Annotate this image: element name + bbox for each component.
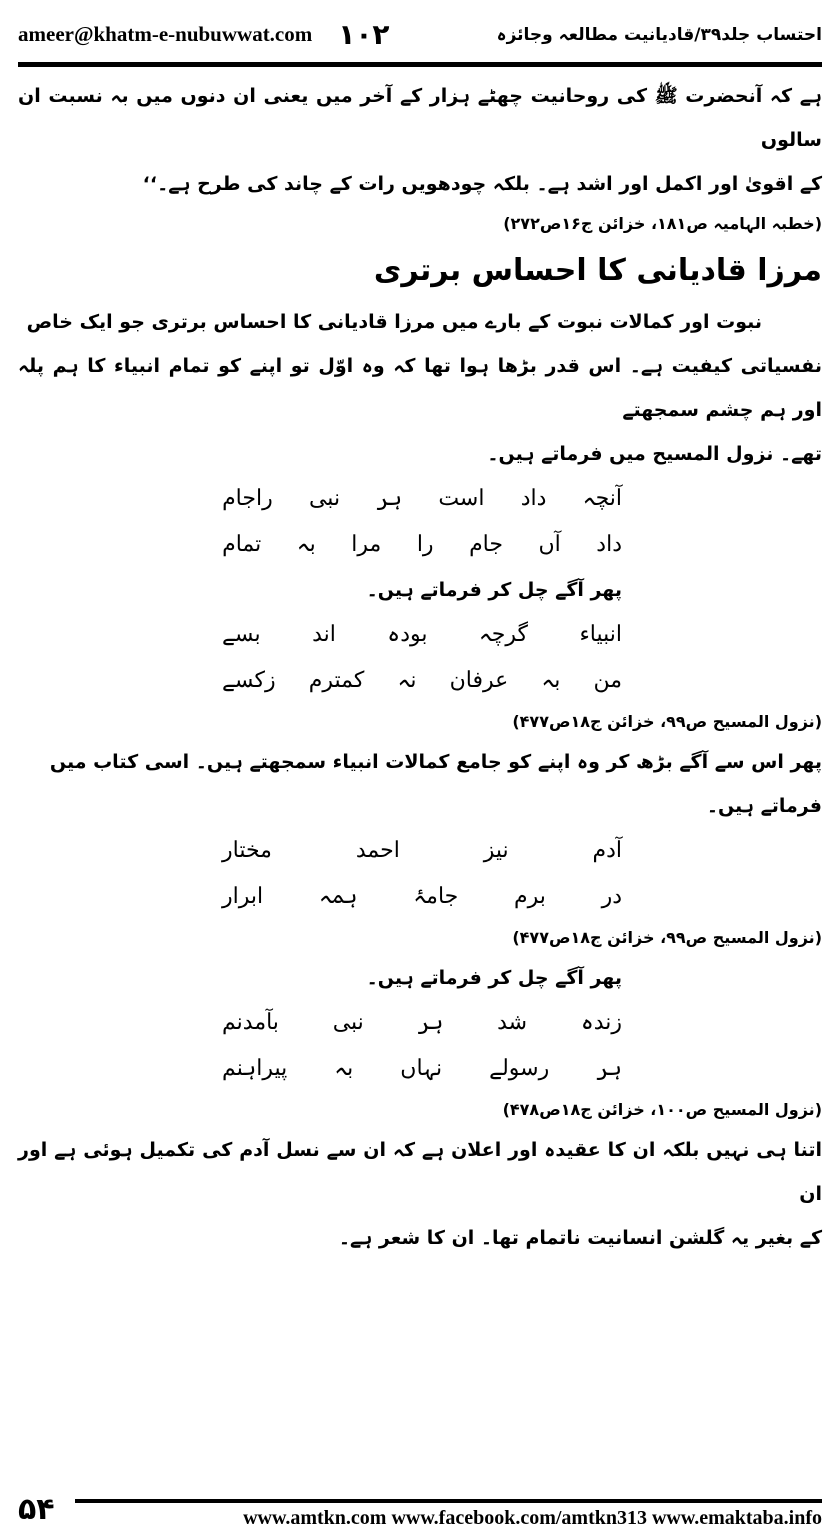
verse-word: در [601,884,622,909]
verse-word: تمام [222,532,262,557]
verse-word: ہمہ [318,884,358,909]
verse-line [222,1000,622,1046]
verse-word: آدم [592,838,622,863]
verse-word: آں [538,532,561,557]
page-footer [18,1482,822,1530]
verse-word: است [438,486,485,511]
header-page-number: ۱۰۲ [338,17,390,51]
verse-word: زندہ [580,1010,622,1035]
verse-word: انبیاء [579,622,622,647]
verse-word: بہ [334,1056,354,1081]
reference-citation: (خطبہ الہامیہ ص۱۸۱، خزائن ج۱۶ص۲۷۲) [503,214,822,233]
verse-word: ابرار [222,884,264,909]
verse-word: احمد [355,838,400,863]
verse-word: جام [469,532,503,557]
paragraph-line: نبوت اور کمالات نبوت کے بارے میں مرزا قادیانی کا احساس برتری جو ایک خاص [26,311,762,333]
verse-word: بہ [541,668,561,693]
verse-word: نیز [483,838,509,863]
paragraph-line: اتنا ہی نہیں بلکہ ان کا عقیدہ اور اعلان ہے کہ ان سے نسل آدم کی تکمیل ہوئی ہے اور ان [18,1139,822,1205]
header-email: ameer@khatm-e-nubuwwat.com [18,21,313,46]
verse-word: نہاں [400,1056,443,1081]
verse-line [222,828,622,874]
verse-word: آنچہ [582,486,622,511]
section-heading: مرزا قادیانی کا احساس برتری [373,253,822,288]
verse-word: برم [513,884,546,909]
verse-word: نبی [332,1010,364,1035]
verse-line [222,522,622,568]
paragraph-line: پھر اس سے آگے بڑھ کر وہ اپنے کو جامع کمالات انبیاء سمجھتے ہیں۔ اسی کتاب میں [49,751,822,773]
paragraph-line: کے بغیر یہ گلشن انسانیت ناتمام تھا۔ ان کا شعر ہے۔ [338,1227,822,1249]
verse-word: ہر [376,486,403,511]
footer-right [75,1499,822,1530]
verse-word: بآمدنم [222,1010,279,1035]
verse-line [222,874,622,920]
verse-word: ہر [596,1056,622,1081]
footer-rule [75,1499,822,1503]
reference-citation: (نزول المسیح ص۹۹، خزائن ج۱۸ص۴۷۷) [512,928,822,947]
verse-line [222,476,622,522]
header-rule [18,62,822,67]
verse-word: شد [497,1010,528,1035]
verse-word: راجام [222,486,273,511]
lead-line: پھر آگے چل کر فرماتے ہیں۔ [366,579,622,601]
verse-word: بودہ [387,622,428,647]
verse-word: مختار [222,838,272,863]
verse-word: عرفان [449,668,509,693]
verse-word: کمترم [308,668,365,693]
verse-word: را [416,532,434,557]
verse-word: جامۂ [413,884,459,909]
reference-citation: (نزول المسیح ص۱۰۰، خزائن ج۱۸ص۴۷۸) [502,1100,822,1119]
paragraph-line: فرماتے ہیں۔ [706,795,822,817]
paragraph-line: تھے۔ نزول المسیح میں فرماتے ہیں۔ [487,443,822,465]
verse-word: نبی [308,486,341,511]
verse-word: داد [596,532,622,557]
verse-line [222,612,622,658]
verse-word: ہر [417,1010,444,1035]
verse-word: گرچہ [478,622,529,647]
page-header [18,10,822,58]
verse-line [222,1046,622,1092]
verse-word: رسولے [489,1056,550,1081]
header-book-title: احتساب جلد۳۹/قادیانیت مطالعہ وجائزہ [496,24,822,45]
verse-word: نہ [397,668,417,693]
verse-word: بہ [296,532,316,557]
footer-links: www.amtkn.com www.facebook.com/amtkn313 www.emaktaba.info [243,1507,822,1529]
verse-word: من [593,668,622,693]
verse-word: داد [520,486,547,511]
footer-page-number: ۵۴ [18,1492,55,1527]
reference-citation: (نزول المسیح ص۹۹، خزائن ج۱۸ص۴۷۷) [512,712,822,731]
header-left [18,18,390,51]
verse-word: بسے [222,622,261,647]
paragraph-line: ہے کہ آنحضرت ﷺ کی روحانیت چھٹے ہزار کے آخر میں یعنی ان دنوں میں بہ نسبت ان سالوں [18,85,822,151]
page-content [18,74,822,1476]
verse-word: مرا [351,532,382,557]
verse-word: پیراہنم [222,1056,288,1081]
verse-word: اند [312,622,336,647]
verse-line [222,658,622,704]
verse-word: زکسے [222,668,276,693]
lead-line: پھر آگے چل کر فرماتے ہیں۔ [366,967,622,989]
paragraph-line: کے اقویٰ اور اکمل اور اشد ہے۔ بلکہ چودھویں رات کے چاند کی طرح ہے۔‘‘ [142,173,822,195]
paragraph-line: نفسیاتی کیفیت ہے۔ اس قدر بڑھا ہوا تھا کہ وہ اوّل تو اپنے کو تمام انبیاء کا ہم پلہ اور ہم چشم سمجھتے [18,355,822,421]
